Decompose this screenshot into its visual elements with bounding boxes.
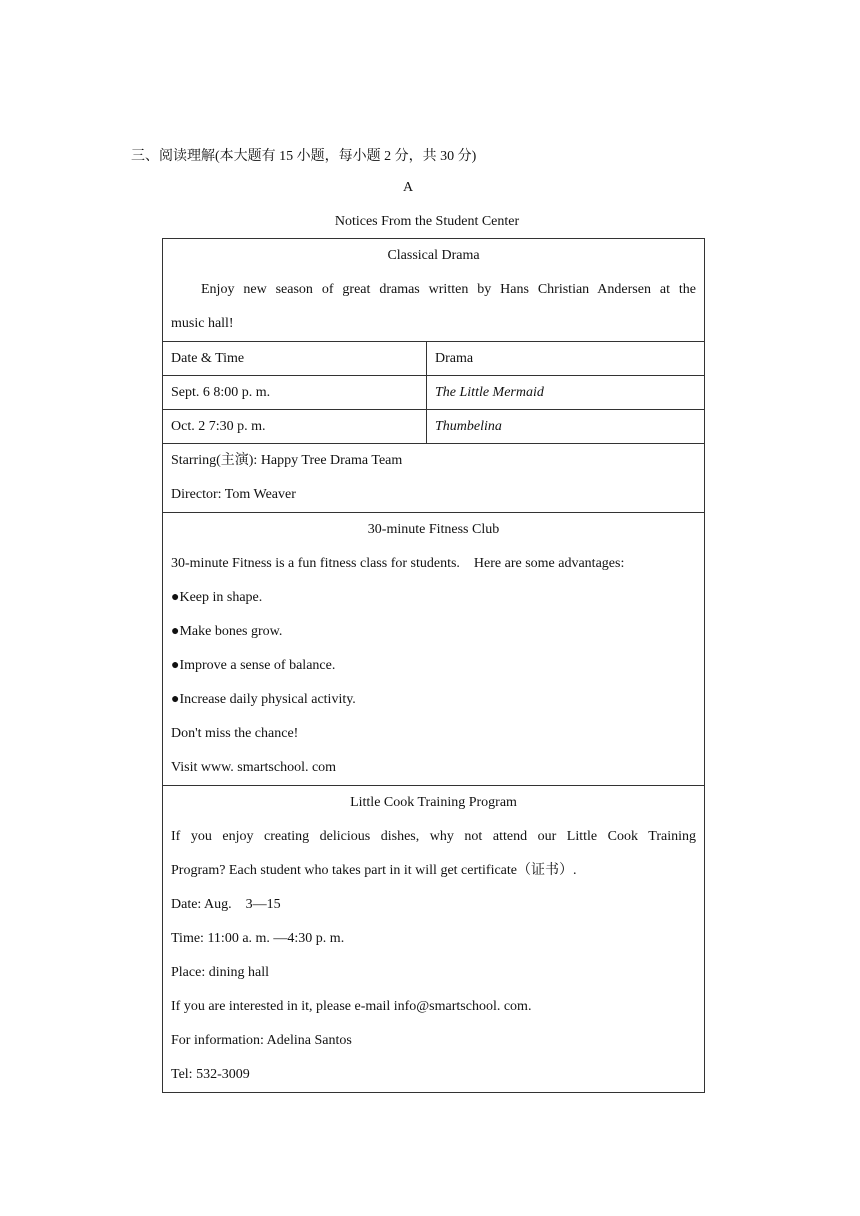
fitness-heading: 30-minute Fitness Club xyxy=(367,522,500,537)
drama-title: Thumbelina xyxy=(427,410,705,444)
fitness-closing: Don't miss the chance! xyxy=(171,726,299,741)
cook-time: Time: 11:00 a. m. —4:30 p. m. xyxy=(171,931,345,946)
passage-letter: A xyxy=(402,180,414,195)
table-row xyxy=(163,376,705,410)
fitness-bullet: ●Increase daily physical activity. xyxy=(171,692,356,707)
cook-intro-line1: If you enjoy creating delicious dishes, why not attend our Little Cook Training xyxy=(171,829,697,844)
col-drama: Drama xyxy=(427,342,705,376)
cook-contact: For information: Adelina Santos xyxy=(171,1033,352,1048)
drama-credits-row xyxy=(163,444,705,513)
drama-director: Director: Tom Weaver xyxy=(171,487,296,502)
drama-intro-line1: Enjoy new season of great dramas written by Hans Christian Andersen at the xyxy=(201,282,697,297)
cook-intro-line2: Program? Each student who takes part in it will get certificate（证书）. xyxy=(171,863,577,878)
cook-tel: Tel: 532-3009 xyxy=(171,1067,250,1082)
drama-column-header-row xyxy=(163,342,705,376)
fitness-bullet: ●Improve a sense of balance. xyxy=(171,658,336,673)
fitness-bullet: ●Make bones grow. xyxy=(171,624,283,639)
drama-header-cell xyxy=(163,239,705,342)
col-date-time: Date & Time xyxy=(163,342,427,376)
cook-heading: Little Cook Training Program xyxy=(350,795,517,810)
drama-credits-cell xyxy=(163,444,705,513)
fitness-intro: 30-minute Fitness is a fun fitness class for students. Here are some advantages: xyxy=(171,556,625,571)
cook-cell xyxy=(163,786,705,1093)
drama-starring: Starring(主演): Happy Tree Drama Team xyxy=(171,453,403,468)
cook-row xyxy=(163,786,705,1093)
notice-title: Notices From the Student Center xyxy=(334,214,520,229)
fitness-cell xyxy=(163,513,705,786)
section-heading: 三、阅读理解(本大题有 15 小题，每小题 2 分，共 30 分) xyxy=(131,149,477,164)
cook-date: Date: Aug. 3—15 xyxy=(171,897,281,912)
drama-intro-line2: music hall! xyxy=(171,316,234,331)
table-row xyxy=(163,410,705,444)
drama-date: Oct. 2 7:30 p. m. xyxy=(163,410,427,444)
drama-date: Sept. 6 8:00 p. m. xyxy=(163,376,427,410)
fitness-row xyxy=(163,513,705,786)
cook-place: Place: dining hall xyxy=(171,965,269,980)
cook-email: If you are interested in it, please e-mail info@smartschool. com. xyxy=(171,999,532,1014)
fitness-visit: Visit www. smartschool. com xyxy=(171,760,337,775)
drama-header-row xyxy=(163,239,705,342)
drama-title: The Little Mermaid xyxy=(427,376,705,410)
notices-table xyxy=(162,238,705,1093)
fitness-bullet: ●Keep in shape. xyxy=(171,590,263,605)
drama-heading: Classical Drama xyxy=(387,248,480,263)
